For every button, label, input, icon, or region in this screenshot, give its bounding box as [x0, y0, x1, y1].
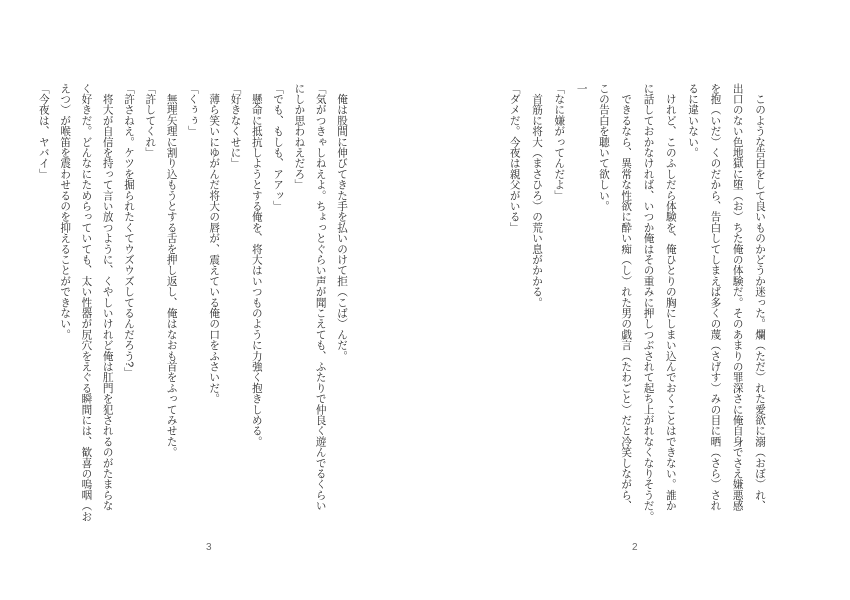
text-line: このような告白をして良いものかどうか迷った。爛（ただ）れた愛欲に溺（おぼ）れ、	[754, 83, 766, 511]
text-line: できるなら、異常な性欲に酔い痴（し）れた男の戯言（たわごと）だと冷笑しながら、	[620, 83, 633, 511]
text-line: えつ）が喉笛を震わせるのを抑えることができない。	[59, 83, 72, 340]
text-line: 無理矢理に割り込もうとする舌を押し返し、俺はなおも首をふってみせた。	[165, 83, 178, 458]
text-line: に話しておかなければ、いつか俺はその重みに押しつぶされて起ち上がれなくなりそうだ。	[642, 83, 655, 522]
page-number-left: 3	[206, 542, 212, 553]
text-line: この告白を聴いて欲しい。	[597, 83, 610, 212]
text-line: 「なに嫌がってんだよ」	[553, 83, 566, 201]
text-line: 出口のない色地獄に堕（お）ちた俺の体験だ。そのあまりの罪深さに俺自身でさえ嫌悪感	[731, 83, 744, 511]
text-line: 「許さねえ。ケツを掘られたくてウズウズしてるんだろう?」	[123, 83, 136, 378]
text-line: 「今夜は、ヤバイ」	[37, 83, 50, 180]
text-line: 将大が自信を持って言い放つように、くやしいけれど俺は肛門を犯されるのがたまらな	[101, 83, 114, 511]
page-number-right: 2	[632, 542, 638, 553]
text-line: 首筋に将大（まさひろ）の荒い息がかかる。	[531, 83, 544, 308]
text-line: るに違いない。	[687, 83, 700, 158]
page-left-text	[32, 83, 352, 545]
page-right-text	[503, 83, 771, 545]
text-line: 「くぅぅ」	[186, 83, 199, 137]
text-line: 薄ら笑いにゆがんだ将大の唇が、震えている俺の口をふさいだ。	[208, 83, 221, 404]
text-line: 一	[575, 83, 588, 94]
text-line: にしか思わねえだろ」	[293, 83, 306, 190]
text-line: 懸命に抵抗しようとする俺を、将大はいつものように力強く抱きしめる。	[250, 83, 263, 447]
text-line: く好きだ。どんなにためらっていても、太い性器が尻穴をえぐる瞬間には、歓喜の嗚咽（お	[80, 83, 93, 522]
text-line: を抱（いだ）くのだから、告白してしまえば多くの蔑（さげす）みの目に晒（さら）され	[709, 83, 722, 511]
text-line: 「許してくれ」	[144, 83, 157, 158]
text-line: 「でも、もしも、アアッ」	[272, 83, 285, 212]
text-line: けれど、このふしだら体験を、俺ひとりの胸にしまい込んでおくことはできない。誰か	[664, 83, 677, 511]
text-line: 「好きなくせに」	[229, 83, 242, 169]
text-line: 俺は股間に伸びてきた手を払いのけて拒（こば）んだ。	[336, 83, 348, 362]
text-line: 「ダメだ。今夜は親父がいる」	[508, 83, 521, 233]
text-line: 「気がつきゃしねえよ。ちょっとぐらい声が聞こえても、ふたりで仲良く遊んでるくらい	[314, 83, 327, 511]
